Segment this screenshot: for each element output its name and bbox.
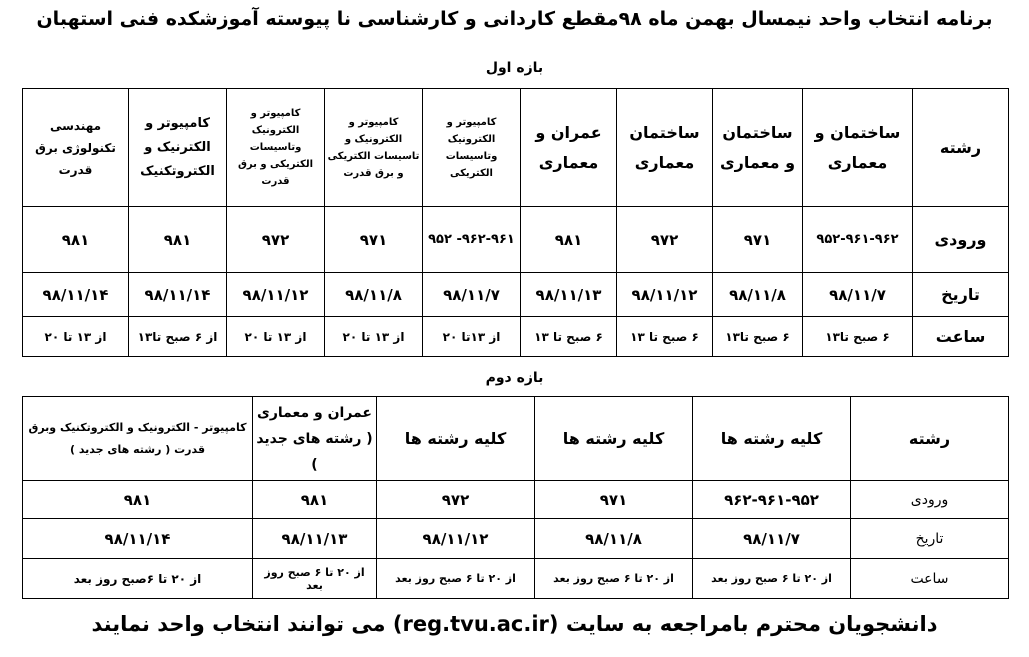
- cell-date: ۹۸/۱۱/۷: [803, 273, 913, 317]
- cell-time: از ۲۰ تا ۶ صبح روز بعد: [535, 559, 693, 599]
- table-row-date: [23, 273, 1009, 317]
- cell-date: ۹۸/۱۱/۸: [535, 519, 693, 559]
- row-label-field: رشته: [913, 89, 1009, 207]
- cell-date: ۹۸/۱۱/۷: [693, 519, 851, 559]
- table-row-entry: [23, 481, 1009, 519]
- cell-time: از ۶ صبح تا۱۳: [129, 317, 227, 357]
- cell-entry: ۹۵۲-۹۶۱-۹۶۲: [803, 207, 913, 273]
- cell-time: ۶ صبح تا۱۳: [803, 317, 913, 357]
- cell-date: ۹۸/۱۱/۱۲: [617, 273, 713, 317]
- row-label-field: رشته: [851, 397, 1009, 481]
- cell-time: از ۲۰ تا ۶ صبح روز بعد: [377, 559, 535, 599]
- cell-time: از ۲۰ تا ۶ صبح روز بعد: [253, 559, 377, 599]
- cell-date: ۹۸/۱۱/۸: [713, 273, 803, 317]
- cell-date: ۹۸/۱۱/۱۳: [521, 273, 617, 317]
- cell-field: ساختمان معماری: [617, 89, 713, 207]
- row-label-time: ساعت: [851, 559, 1009, 599]
- cell-entry: ۹۷۱: [325, 207, 423, 273]
- cell-field: کامپیوتر و الکترونیک وتاسیسات الکتریکی: [423, 89, 521, 207]
- cell-entry: ۹۶۲-۹۶۱- ۹۵۲: [423, 207, 521, 273]
- cell-date: ۹۸/۱۱/۸: [325, 273, 423, 317]
- cell-field: کلیه رشته ها: [693, 397, 851, 481]
- cell-time: ۶ صبح تا ۱۳: [617, 317, 713, 357]
- cell-entry: ۹۸۱: [129, 207, 227, 273]
- cell-time: از ۱۳تا ۲۰: [423, 317, 521, 357]
- table-row-date: [23, 519, 1009, 559]
- cell-field: عمران و معماری: [521, 89, 617, 207]
- cell-field: ساختمان و معماری: [803, 89, 913, 207]
- cell-time: ۶ صبح تا ۱۳: [521, 317, 617, 357]
- cell-time: از ۲۰ تا ۶صبح روز بعد: [23, 559, 253, 599]
- cell-field: کلیه رشته ها: [535, 397, 693, 481]
- page-title: برنامه انتخاب واحد نیمسال بهمن ماه ۹۸مقطع کاردانی و کارشناسی نا پیوسته آموزشکده فنی استهبان: [36, 8, 993, 30]
- cell-field: کامپیوتر - الکترونیک و الکتروتکنیک وبرق قدرت ( رشته های جدید ): [23, 397, 253, 481]
- cell-field: کامپیوتر و الکترونیک و تاسیسات الکتریکی و برق قدرت: [325, 89, 423, 207]
- cell-entry: ۹۷۱: [535, 481, 693, 519]
- cell-entry: ۹۸۱: [23, 207, 129, 273]
- cell-entry: ۹۷۲: [377, 481, 535, 519]
- period1-heading: بازه اول: [485, 60, 544, 76]
- cell-entry: ۹۸۱: [521, 207, 617, 273]
- period1-table: [22, 88, 1009, 357]
- cell-date: ۹۸/۱۱/۱۴: [129, 273, 227, 317]
- cell-date: ۹۸/۱۱/۱۲: [377, 519, 535, 559]
- cell-date: ۹۸/۱۱/۱۴: [23, 519, 253, 559]
- table-row-entry: [23, 207, 1009, 273]
- footer-notice: دانشجویان محترم بامراجعه به سایت (reg.tvu.ac.ir) می توانند انتخاب واحد نمایند: [91, 612, 938, 636]
- cell-date: ۹۸/۱۱/۷: [423, 273, 521, 317]
- cell-entry: ۹۸۱: [253, 481, 377, 519]
- cell-time: از ۱۳ تا ۲۰: [23, 317, 129, 357]
- cell-field: ساختمان و معماری: [713, 89, 803, 207]
- cell-field: مهندسی تکنولوژی برق قدرت: [23, 89, 129, 207]
- cell-field: کامپیوتر و الکترونیک وتاسیسات الکتریکی و برق قدرت: [227, 89, 325, 207]
- row-label-entry: ورودی: [851, 481, 1009, 519]
- table-row-time: [23, 317, 1009, 357]
- cell-entry: ۹۸۱: [23, 481, 253, 519]
- cell-time: از ۲۰ تا ۶ صبح روز بعد: [693, 559, 851, 599]
- row-label-entry: ورودی: [913, 207, 1009, 273]
- row-label-time: ساعت: [913, 317, 1009, 357]
- cell-date: ۹۸/۱۱/۱۲: [227, 273, 325, 317]
- cell-entry: ۹۷۲: [227, 207, 325, 273]
- cell-date: ۹۸/۱۱/۱۴: [23, 273, 129, 317]
- cell-time: از ۱۳ تا ۲۰: [227, 317, 325, 357]
- cell-entry: ۹۷۱: [713, 207, 803, 273]
- row-label-date: تاریخ: [851, 519, 1009, 559]
- cell-field: کامپیوتر و الکترنیک و الکتروتکنیک: [129, 89, 227, 207]
- period2-heading: بازه دوم: [485, 370, 544, 386]
- cell-time: ۶ صبح تا۱۳: [713, 317, 803, 357]
- cell-field: عمران و معماری ( رشته های جدید ): [253, 397, 377, 481]
- period2-table: [22, 396, 1009, 599]
- cell-entry: ۹۶۲-۹۶۱-۹۵۲: [693, 481, 851, 519]
- cell-time: از ۱۳ تا ۲۰: [325, 317, 423, 357]
- cell-date: ۹۸/۱۱/۱۳: [253, 519, 377, 559]
- cell-entry: ۹۷۲: [617, 207, 713, 273]
- table-row-field: [23, 89, 1009, 207]
- cell-field: کلیه رشته ها: [377, 397, 535, 481]
- table-row-field: [23, 397, 1009, 481]
- table-row-time: [23, 559, 1009, 599]
- row-label-date: تاریخ: [913, 273, 1009, 317]
